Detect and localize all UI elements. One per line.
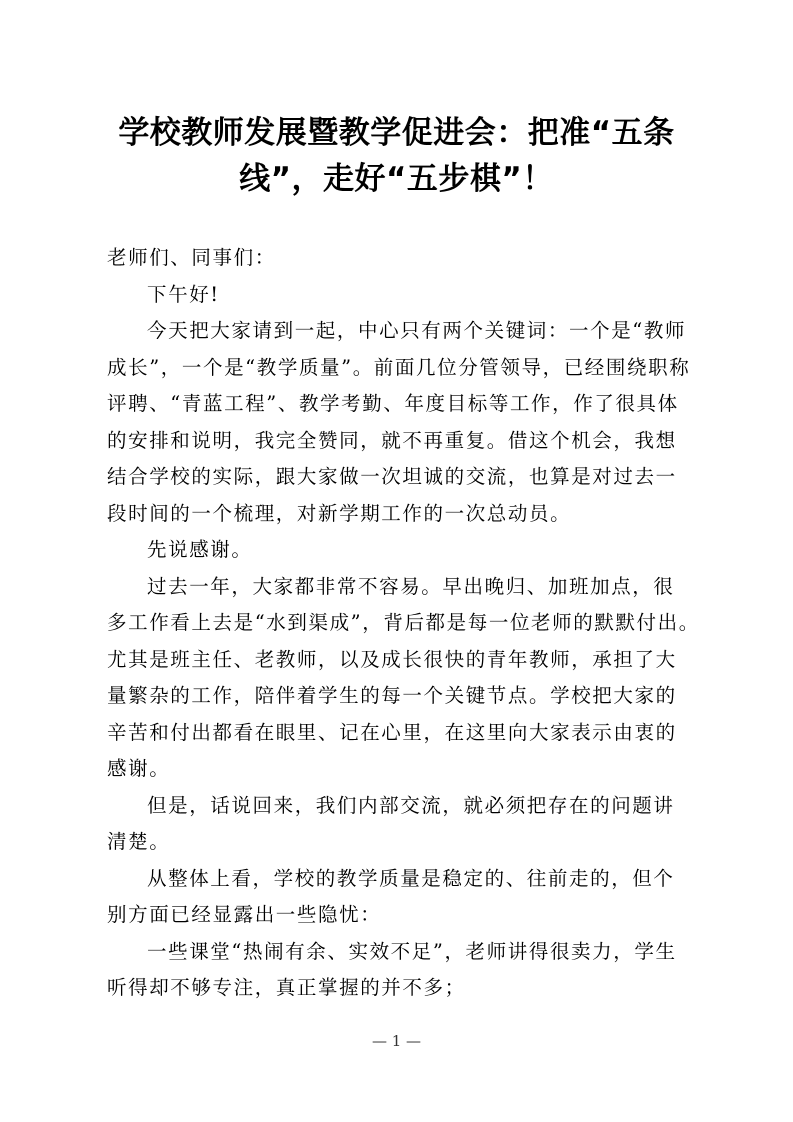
body-text-line: 清楚。 — [107, 830, 171, 853]
title-line-2: 线”，走好“五步棋”！ — [239, 161, 554, 197]
body-text-line: 量繁杂的工作，陪伴着学生的每一个关键节点。学校把大家的 — [107, 684, 677, 707]
body-text-line: 评聘、“青蓝工程”、教学考勤、年度目标等工作，作了很具体 — [107, 392, 679, 415]
body-text-line: 尤其是班主任、老教师，以及成长很快的青年教师，承担了大 — [107, 647, 677, 671]
body-text-line: 结合学校的实际，跟大家做一次坦诚的交流，也算是对过去一 — [107, 465, 677, 488]
body-text-line: 辛苦和付出都看在眼里、记在心里，在这里向大家表示由衷的 — [107, 720, 677, 744]
body-text-line: 先说感谢。 — [147, 538, 253, 561]
body-text-line: 的安排和说明，我完全赞同，就不再重复。借这个机会，我想 — [107, 428, 677, 452]
page-number: — 1 — — [371, 1032, 422, 1050]
title-line-1: 学校教师发展暨教学促进会：把准“五条 — [118, 115, 675, 151]
document-body — [107, 240, 700, 1007]
body-text-line: 感谢。 — [107, 757, 171, 780]
body-text-line: 但是，话说回来，我们内部交流，就必须把存在的问题讲 — [147, 793, 675, 817]
body-text-line: 下午好! — [147, 282, 220, 306]
body-text-line: 成长”，一个是“教学质量”。前面几位分管领导，已经围绕职称 — [107, 355, 691, 379]
body-text-line: 老师们、同事们： — [107, 246, 276, 269]
body-text-line: 今天把大家请到一起，中心只有两个关键词：一个是“教师 — [147, 319, 687, 342]
body-text-line: 从整体上看，学校的教学质量是稳定的、往前走的，但个 — [147, 866, 675, 890]
body-text-line: 一些课堂“热闹有余、实效不足”，老师讲得很卖力，学生 — [147, 939, 677, 963]
body-text-line: 听得却不够专注，真正掌握的并不多； — [107, 976, 466, 999]
body-text-line: 多工作看上去是“水到渠成”，背后都是每一位老师的默默付出。 — [107, 611, 700, 634]
body-text-line: 过去一年，大家都非常不容易。早出晚归、加班加点，很 — [147, 574, 675, 598]
body-text-line: 别方面已经显露出一些隐忧： — [107, 903, 382, 926]
document-title — [100, 110, 693, 202]
body-text-line: 段时间的一个梳理，对新学期工作的一次总动员。 — [107, 501, 572, 525]
